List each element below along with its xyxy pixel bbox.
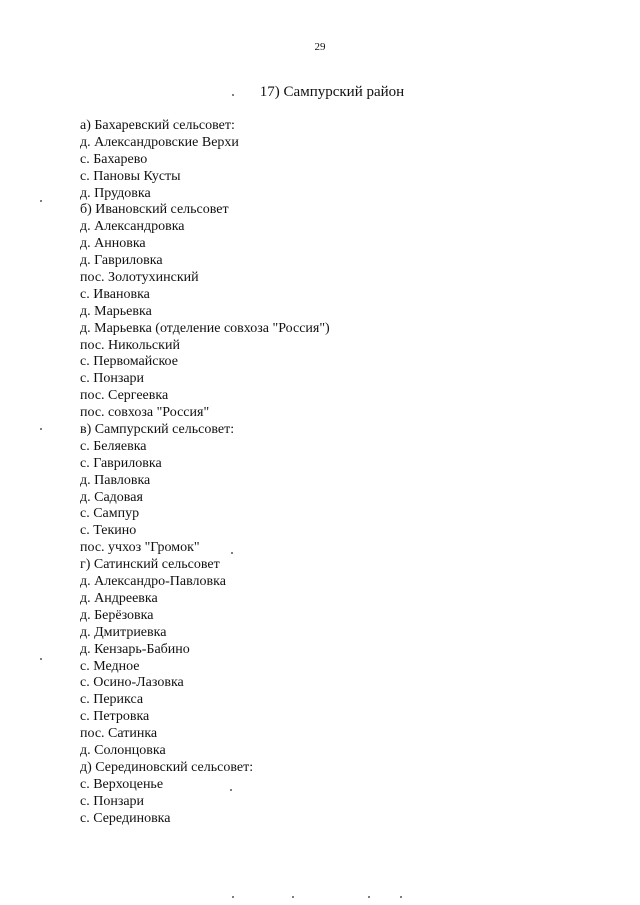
list-item: с. Медное [80, 658, 140, 674]
list-item: с. Текино [80, 523, 137, 539]
list-item: д. Павловка [80, 472, 151, 488]
list-item: с. Серединовка [80, 810, 171, 826]
list-item: с. Гавриловка [80, 455, 162, 471]
scan-speck [400, 896, 402, 898]
list-item: пос. совхоза "Россия" [80, 405, 210, 421]
scan-speck [231, 552, 233, 554]
section-title: 17) Сампурский район [259, 84, 405, 100]
list-item: с. Перикса [80, 692, 144, 708]
scan-speck [40, 428, 42, 430]
list-item: д. Анновка [80, 236, 146, 252]
list-item: пос. Сатинка [80, 726, 158, 742]
list-item: д. Гавриловка [80, 253, 163, 269]
list-item: с. Петровка [80, 709, 150, 725]
list-item: пос. учхоз "Громок" [80, 540, 200, 556]
list-item: с. Понзари [80, 371, 145, 387]
list-item: пос. Сергеевка [80, 388, 169, 404]
list-item: с. Первомайское [80, 354, 178, 370]
list-item: с. Пановы Кусты [80, 168, 181, 184]
list-item: д. Марьевка (отделение совхоза "Россия") [80, 320, 330, 336]
scan-speck [232, 94, 234, 96]
list-item: пос. Золотухинский [80, 270, 199, 286]
list-item: пос. Никольский [80, 337, 180, 353]
list-item: б) Ивановский сельсовет [80, 202, 229, 218]
scan-speck [292, 896, 294, 898]
list-item: с. Сампур [80, 506, 140, 522]
scan-speck [40, 200, 42, 202]
list-item: д. Александровка [80, 219, 185, 235]
list-item: с. Бахарево [80, 151, 148, 167]
list-item: с. Ивановка [80, 286, 150, 302]
list-item: а) Бахаревский сельсовет: [80, 118, 235, 133]
scan-speck [230, 789, 232, 791]
list-item: д. Берёзовка [80, 607, 154, 623]
list-item: д. Садовая [80, 489, 143, 505]
list-item: д. Кензарь-Бабино [80, 641, 190, 657]
page-number: 29 [314, 41, 326, 53]
list-item: г) Сатинский сельсовет [80, 557, 220, 573]
list-item: д. Андреевка [80, 590, 158, 606]
list-item: в) Сампурский сельсовет: [80, 422, 235, 438]
list-item: с. Верхоценье [80, 776, 164, 792]
list-item: д. Александровские Верхи [80, 134, 239, 150]
list-item: д. Марьевка [80, 303, 152, 319]
list-item: д. Прудовка [80, 185, 151, 201]
settlement-list [80, 118, 330, 827]
list-item: д. Солонцовка [80, 742, 166, 758]
list-item: с. Понзари [80, 793, 145, 809]
list-item: д. Александро-Павловка [80, 574, 226, 590]
list-item: с. Беляевка [80, 438, 147, 454]
list-item: с. Осино-Лазовка [80, 675, 184, 691]
scan-speck [232, 896, 234, 898]
scan-speck [368, 896, 370, 898]
scan-speck [40, 658, 42, 660]
list-item: д. Дмитриевка [80, 624, 167, 640]
list-item: д) Серединовский сельсовет: [80, 759, 254, 775]
